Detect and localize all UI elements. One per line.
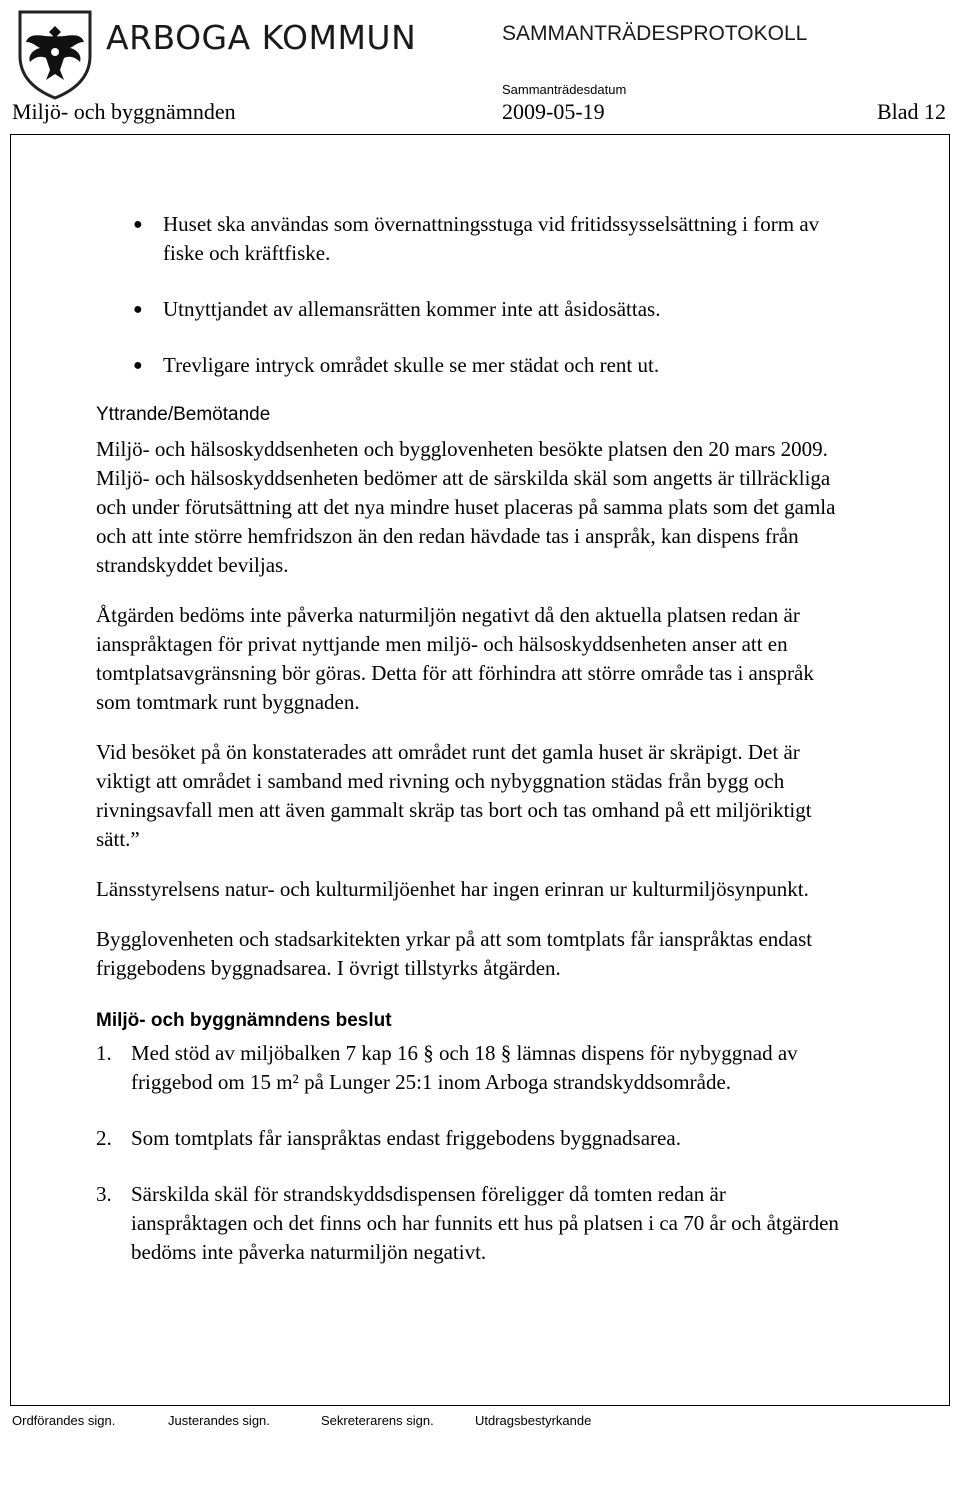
municipality-crest-logo bbox=[16, 8, 94, 100]
paragraph: Miljö- och hälsoskyddsenheten och bygglovenheten besökte platsen den 20 mars 2009. Miljö- och hälsoskyddsenheten bedömer att de särskilda skäl som angetts är tillräckliga och under förutsättning att det nya mindre huset placeras på samma plats som det gamla och att inte större hemfridszon än den redan hävdade tas i anspråk, kan dispens från strandskyddet beviljas. bbox=[96, 437, 836, 577]
document-body bbox=[96, 210, 846, 1267]
bullet-icon: ● bbox=[133, 301, 143, 318]
paragraph: Åtgärden bedöms inte påverka naturmiljön negativt då den aktuella platsen redan är ianspråktagen för privat nyttjande men miljö- och hälsoskyddsenheten anser att en tomtplatsavgränsning bör göras. Detta för att förhindra att större område tas i anspråk som tomtmark runt byggnaden. bbox=[96, 603, 814, 714]
decision-heading: Miljö- och byggnämndens beslut bbox=[96, 1010, 392, 1031]
decision-list bbox=[96, 1039, 846, 1267]
document-type-title: SAMMANTRÄDESPROTOKOLL bbox=[502, 22, 808, 45]
page-number: Blad 12 bbox=[876, 99, 946, 124]
adjuster-signature-label: Justerandes sign. bbox=[168, 1413, 270, 1428]
list-item: ● Trevligare intryck området skulle se mer städat och rent ut. bbox=[96, 351, 846, 380]
bullet-list bbox=[96, 210, 846, 380]
bullet-icon: ● bbox=[133, 357, 143, 374]
paragraph: Länsstyrelsens natur- och kulturmiljöenhet har ingen erinran ur kulturmiljösynpunkt. bbox=[96, 877, 809, 901]
meeting-date-label: Sammanträdesdatum bbox=[502, 82, 627, 97]
list-item: 3. Särskilda skäl för strandskyddsdispensen föreligger då tomten redan är ianspråktagen och det finns och har funnits ett hus på platsen i ca 70 år och åtgärden bedöms inte påverka naturmiljön negativt. bbox=[96, 1182, 839, 1264]
list-item: 2. Som tomtplats får ianspråktas endast friggebodens byggnadsarea. bbox=[96, 1126, 681, 1150]
statement-heading: Yttrande/Bemötande bbox=[96, 404, 271, 425]
extract-certify-label: Utdragsbestyrkande bbox=[475, 1413, 592, 1428]
list-item: ● Huset ska användas som övernattningsstuga vid fritidssysselsättning i form av fiske och kräftfiske. bbox=[133, 212, 820, 265]
list-item: ● Utnyttjandet av allemansrätten kommer inte att åsidosättas. bbox=[96, 295, 846, 324]
meeting-date: 2009-05-19 bbox=[502, 99, 605, 124]
paragraph: Vid besöket på ön konstaterades att området runt det gamla huset är skräpigt. Det är viktigt att området i samband med rivning och nybyggnation städas från bygg och rivningsavfall men att även gammalt skräp tas bort och tas omhand på ett miljöriktigt sätt.” bbox=[96, 740, 812, 851]
secretary-signature-label: Sekreterarens sign. bbox=[321, 1413, 434, 1428]
municipality-name: ARBOGA KOMMUN bbox=[106, 18, 417, 57]
list-item: 1. Med stöd av miljöbalken 7 kap 16 § och 18 § lämnas dispens för nybyggnad av friggebod om 15 m² på Lunger 25:1 inom Arboga strandskyddsområde. bbox=[96, 1041, 798, 1094]
committee-name: Miljö- och byggnämnden bbox=[12, 99, 236, 124]
chair-signature-label: Ordförandes sign. bbox=[12, 1413, 116, 1428]
bullet-icon: ● bbox=[133, 216, 143, 233]
paragraph: Bygglovenheten och stadsarkitekten yrkar på att som tomtplats får ianspråktas endast friggebodens byggnadsarea. I övrigt tillstyrks åtgärden. bbox=[96, 927, 813, 980]
